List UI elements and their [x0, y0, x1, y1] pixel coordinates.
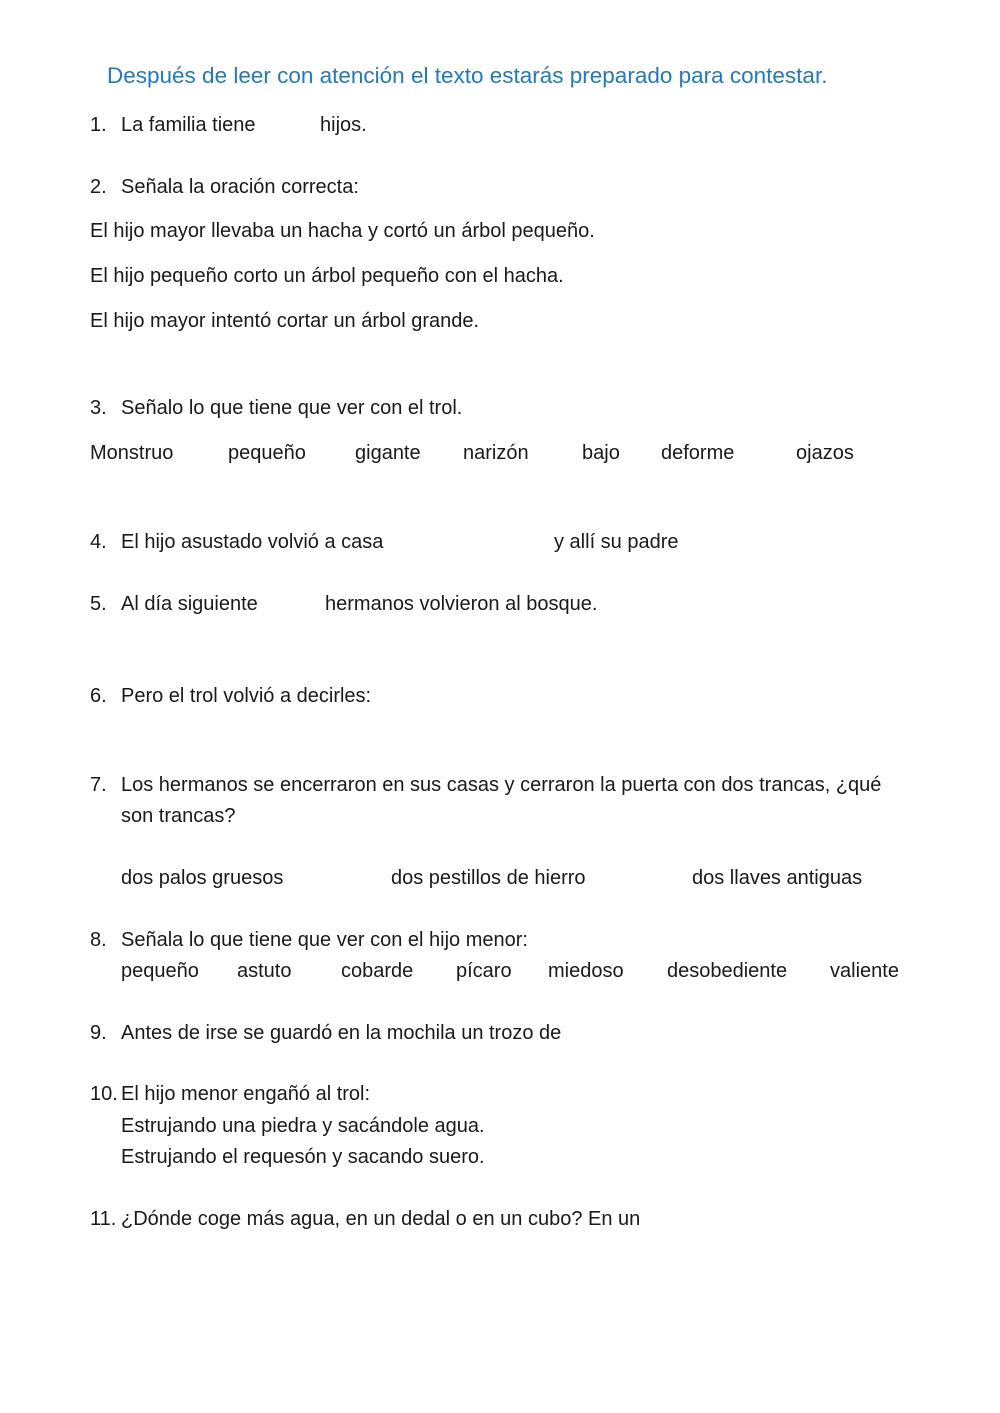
q10-text: El hijo menor engañó al trol:: [121, 1083, 371, 1105]
q6-number: 6.: [90, 685, 107, 707]
q5-text: Al día siguiente: [121, 593, 258, 615]
q10-option-1[interactable]: Estrujando una piedra y sacándole agua.: [121, 1115, 485, 1137]
q3-word[interactable]: gigante: [355, 442, 421, 464]
q8-word[interactable]: pequeño: [121, 960, 199, 982]
q2-text: Señala la oración correcta:: [121, 176, 359, 198]
q10-option-2[interactable]: Estrujando el requesón y sacando suero.: [121, 1146, 485, 1168]
q3-word[interactable]: bajo: [582, 442, 620, 464]
q7-option-1[interactable]: dos palos gruesos: [121, 867, 284, 889]
q1-text: La familia tiene: [121, 114, 256, 136]
q2-option-1[interactable]: El hijo mayor llevaba un hacha y cortó un árbol pequeño.: [90, 220, 595, 242]
q1-number: 1.: [90, 114, 107, 136]
q3-word[interactable]: ojazos: [796, 442, 854, 464]
q11-text: ¿Dónde coge más agua, en un dedal o en un cubo? En un: [121, 1208, 641, 1230]
q8-number: 8.: [90, 929, 107, 951]
q3-word[interactable]: narizón: [463, 442, 529, 464]
q3-number: 3.: [90, 397, 107, 419]
q10-number: 10.: [90, 1083, 118, 1105]
q7-text: Los hermanos se encerraron en sus casas y cerraron la puerta con dos trancas, ¿qué: [121, 774, 882, 796]
page-title: Después de leer con atención el texto estarás preparado para contestar.: [107, 63, 828, 88]
q4-text: El hijo asustado volvió a casa: [121, 531, 384, 553]
q1-after-blank: hijos.: [320, 114, 367, 136]
q9-text: Antes de irse se guardó en la mochila un trozo de: [121, 1022, 562, 1044]
q7-option-2[interactable]: dos pestillos de hierro: [391, 867, 586, 889]
q8-word[interactable]: astuto: [237, 960, 292, 982]
q7-option-3[interactable]: dos llaves antiguas: [692, 867, 863, 889]
q3-text: Señalo lo que tiene que ver con el trol.: [121, 397, 463, 419]
q8-word[interactable]: miedoso: [548, 960, 624, 982]
q11-number: 11.: [90, 1208, 117, 1230]
q8-word[interactable]: valiente: [830, 960, 899, 982]
q3-word[interactable]: deforme: [661, 442, 735, 464]
q5-after-blank: hermanos volvieron al bosque.: [325, 593, 598, 615]
q8-word[interactable]: pícaro: [456, 960, 512, 982]
q8-text: Señala lo que tiene que ver con el hijo menor:: [121, 929, 528, 951]
q8-word[interactable]: desobediente: [667, 960, 788, 982]
q5-number: 5.: [90, 593, 107, 615]
q2-option-3[interactable]: El hijo mayor intentó cortar un árbol grande.: [90, 310, 480, 332]
q6-text: Pero el trol volvió a decirles:: [121, 685, 372, 707]
q4-number: 4.: [90, 531, 107, 553]
q3-word[interactable]: pequeño: [228, 442, 306, 464]
q8-word[interactable]: cobarde: [341, 960, 414, 982]
q3-word[interactable]: Monstruo: [90, 442, 174, 464]
q7-text-continued: son trancas?: [121, 805, 236, 827]
q2-option-2[interactable]: El hijo pequeño corto un árbol pequeño con el hacha.: [90, 265, 564, 287]
q2-number: 2.: [90, 176, 107, 198]
q9-number: 9.: [90, 1022, 107, 1044]
q7-number: 7.: [90, 774, 107, 796]
q4-after-blank: y allí su padre: [554, 531, 679, 553]
